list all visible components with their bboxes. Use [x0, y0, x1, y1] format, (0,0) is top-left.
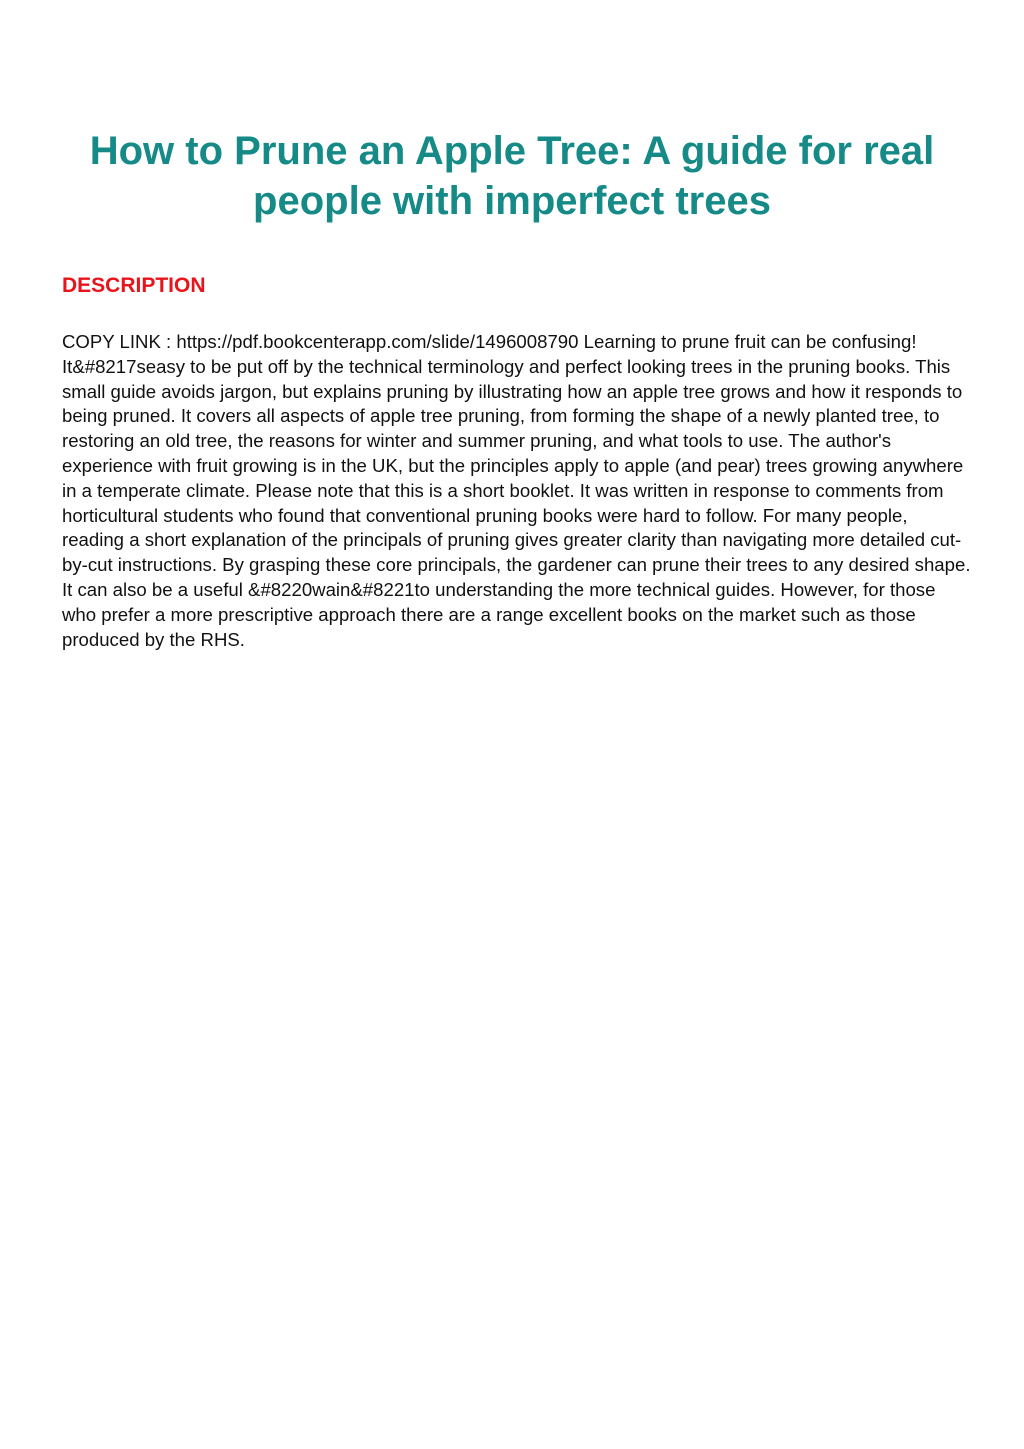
document-title: How to Prune an Apple Tree: A guide for real people with imperfect trees — [89, 129, 935, 223]
description-text: COPY LINK : https://pdf.bookcenterapp.com/slide/1496008790 Learning to prune fruit can be confusing! It&#8217seasy to be put off by the technical terminology and perfect looking trees in the pruning books. This small guide avoids jargon, but explains pruning by illustrating how an apple tree grows and how it responds to being pruned. It covers all aspects of apple tree pruning, from forming the shape of a newly planted tree, to restoring an old tree, the reasons for winter and summer pruning, and what tools to use. The author's experience with fruit growing is in the UK, but the principles apply to apple (and pear) trees growing anywhere in a temperate climate. Please note that this is a short booklet. It was written in response to comments from horticultural students who found that conventional pruning books were hard to follow. For many people, reading a short explanation of the principals of pruning gives greater clarity than navigating more detailed cut-by-cut instructions. By grasping these core principals, the gardener can prune their trees to any desired shape. It can also be a useful &#8220wain&#8221to understanding the more technical guides. However, for those who prefer a more prescriptive approach there are a range excellent books on the market such as those produced by the RHS. — [62, 331, 971, 650]
description-heading: DESCRIPTION — [62, 274, 206, 297]
